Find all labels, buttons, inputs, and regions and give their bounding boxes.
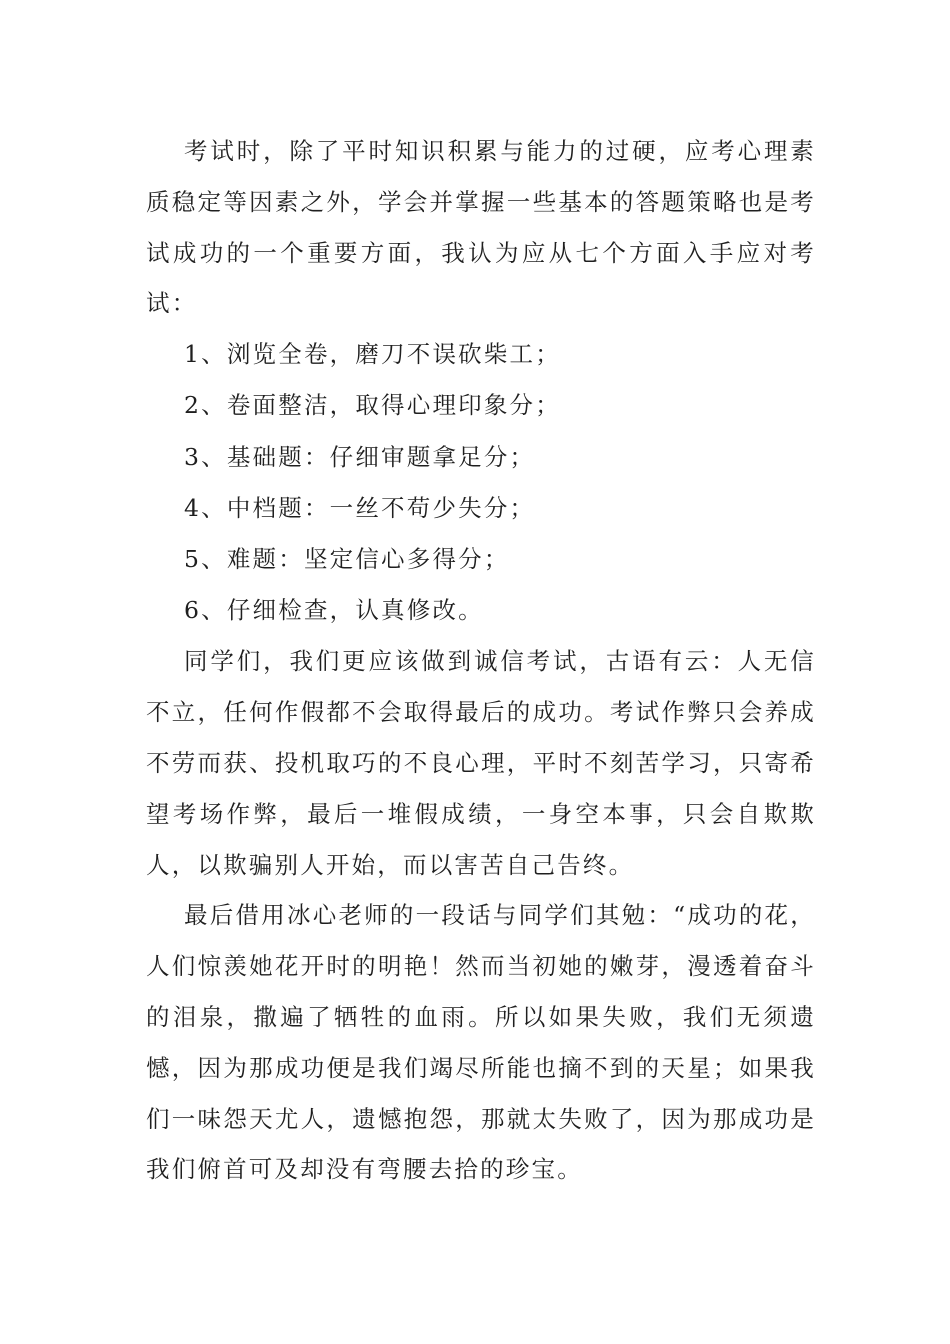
list-item: 6、仔细检查，认真修改。 — [184, 596, 484, 625]
list-item: 1、浏览全卷，磨刀不误砍柴工； — [184, 340, 561, 369]
document-body — [146, 126, 816, 1195]
intro-paragraph: 考试时，除了平时知识积累与能力的过硬，应考心理素质稳定等因素之外，学会并掌握一些基本的答题策略也是考试成功的一个重要方面，我认为应从七个方面入手应对考试： — [146, 137, 816, 318]
list-item: 5、难题：坚定信心多得分； — [184, 545, 510, 573]
list-item: 4、中档题：一丝不苟少失分； — [184, 493, 536, 522]
list-item: 2、卷面整洁，取得心理印象分； — [184, 391, 561, 420]
integrity-paragraph: 同学们，我们更应该做到诚信考试，古语有云：人无信不立，任何作假都不会取得最后的成功。考试作弊只会养成不劳而获、投机取巧的不良心理，平时不刻苦学习，只寄希望考场作弊，最后一堆假成绩，一身空本事，只会自欺欺人，以欺骗别人开始，而以害苦自己告终。 — [146, 647, 816, 879]
list-item: 3、基础题：仔细审题拿足分； — [184, 442, 536, 471]
quote-paragraph: 最后借用冰心老师的一段话与同学们其勉：“成功的花，人们惊羡她花开时的明艳！然而当初她的嫩芽，漫透着奋斗的泪泉，撒遍了牺牲的血雨。所以如果失败，我们无须遗憾，因为那成功便是我们竭尽所能也摘不到的天星；如果我们一味怨天尤人，遗憾抱怨，那就太失败了，因为那成功是我们俯首可及却没有弯腰去拾的珍宝。 — [146, 901, 816, 1184]
